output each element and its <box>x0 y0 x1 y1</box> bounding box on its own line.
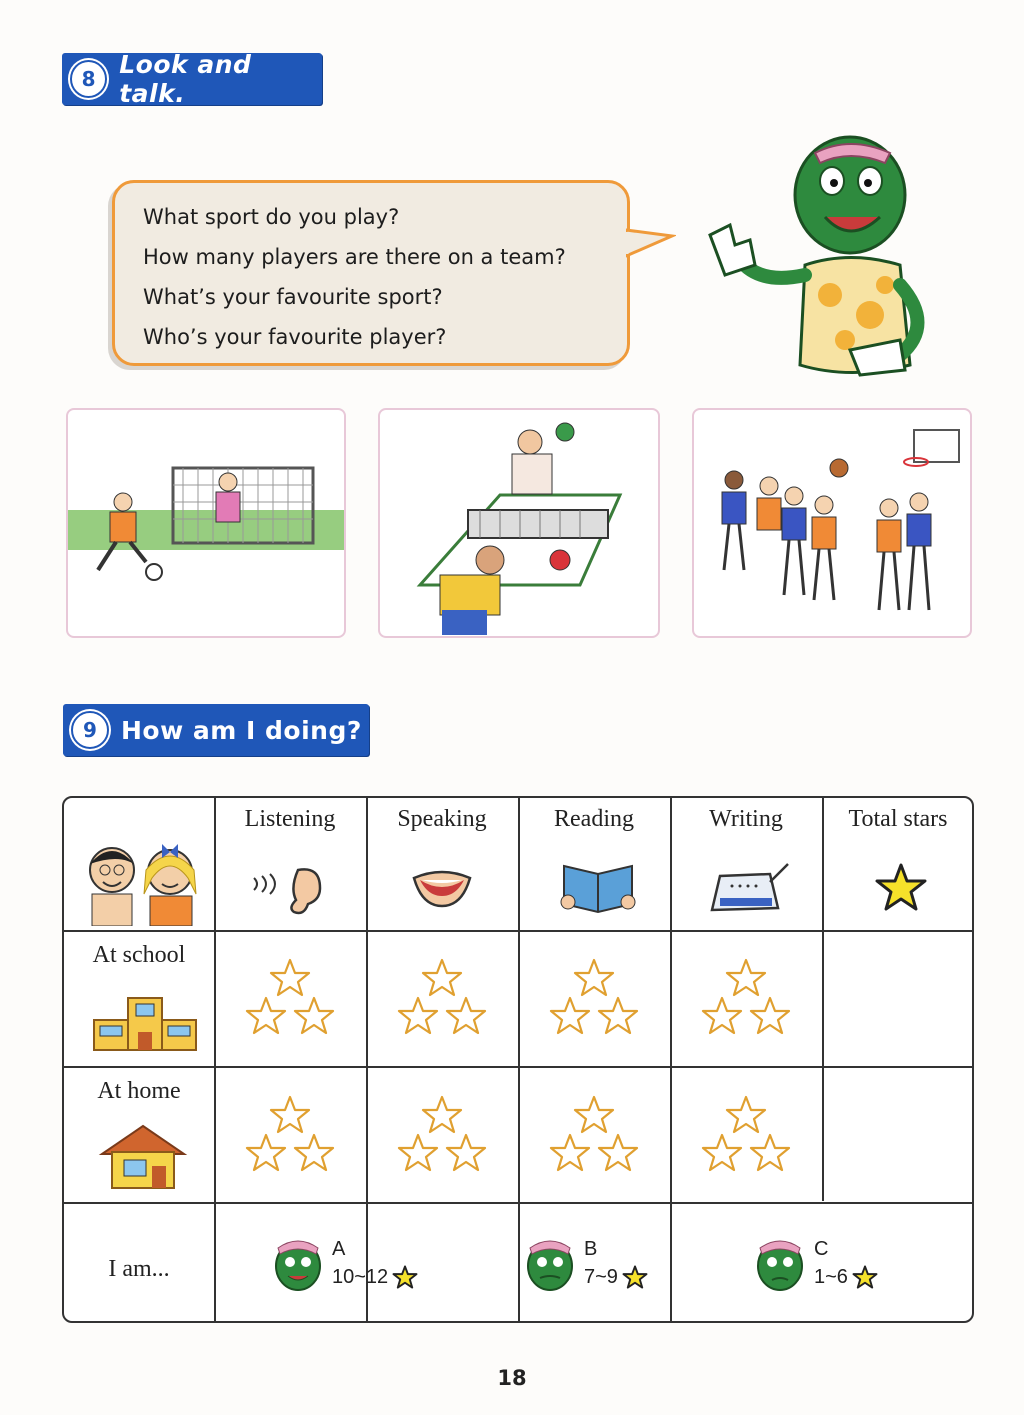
row-header-at-home: At home <box>97 1078 181 1104</box>
house-icon <box>98 1124 188 1190</box>
grade-option-b[interactable] <box>522 1232 648 1294</box>
stars-school-speaking[interactable] <box>392 958 492 1042</box>
typewriter-icon <box>708 860 792 916</box>
stars-home-writing[interactable] <box>696 1095 796 1179</box>
grade-c-range: 1~6 <box>814 1266 848 1288</box>
grade-b-letter: B <box>584 1238 598 1260</box>
turtle-head-icon <box>270 1232 326 1294</box>
section-9-number: 9 <box>71 711 109 749</box>
star-icon <box>392 1265 418 1289</box>
section-8-title: Look and talk. <box>119 50 252 108</box>
mouth-icon <box>410 864 474 912</box>
question-1: What sport do you play? <box>143 205 400 229</box>
stars-home-speaking[interactable] <box>392 1095 492 1179</box>
row-header-i-am: I am... <box>108 1256 170 1282</box>
star-icon <box>852 1265 878 1289</box>
stars-school-listening[interactable] <box>240 958 340 1042</box>
children-icon <box>78 834 204 926</box>
row-header-at-school: At school <box>92 942 186 968</box>
star-icon <box>622 1265 648 1289</box>
bubble-tail <box>626 224 676 264</box>
col-header-writing: Writing <box>709 806 783 832</box>
grade-option-c[interactable] <box>752 1232 878 1294</box>
grade-a-range: 10~12 <box>332 1266 389 1288</box>
table-tennis-scene-icon <box>380 410 658 636</box>
page-number: 18 <box>497 1366 527 1390</box>
speech-bubble <box>112 180 630 366</box>
grade-c-letter: C <box>814 1238 829 1260</box>
football-scene-icon <box>68 410 344 636</box>
grade-b-range: 7~9 <box>584 1266 618 1288</box>
section-9-title: How am I doing? <box>121 715 362 745</box>
stars-home-listening[interactable] <box>240 1095 340 1179</box>
turtle-head-icon <box>752 1232 808 1294</box>
football-picture <box>66 408 346 638</box>
book-icon <box>558 856 638 916</box>
ear-icon <box>250 860 330 920</box>
total-stars-school-cell[interactable] <box>824 932 974 1066</box>
section-8-header <box>62 50 322 108</box>
star-icon <box>874 862 928 912</box>
table-tennis-picture <box>378 408 660 638</box>
basketball-scene-icon <box>694 410 970 636</box>
basketball-picture <box>692 408 972 638</box>
grade-option-a[interactable] <box>270 1232 418 1294</box>
grade-a-letter: A <box>332 1238 346 1260</box>
col-header-total-stars: Total stars <box>848 806 948 832</box>
stars-home-reading[interactable] <box>544 1095 644 1179</box>
col-header-reading: Reading <box>554 806 634 832</box>
turtle-head-icon <box>522 1232 578 1294</box>
col-header-listening: Listening <box>244 806 336 832</box>
school-icon <box>90 994 200 1054</box>
col-header-speaking: Speaking <box>397 806 487 832</box>
stars-school-writing[interactable] <box>696 958 796 1042</box>
question-3: What’s your favourite sport? <box>143 285 443 309</box>
question-2: How many players are there on a team? <box>143 245 566 269</box>
section-9-header <box>63 704 369 756</box>
turtle-mascot-icon <box>700 135 940 385</box>
stars-school-reading[interactable] <box>544 958 644 1042</box>
total-stars-home-cell[interactable] <box>824 1068 974 1202</box>
section-8-number: 8 <box>70 60 107 98</box>
question-4: Who’s your favourite player? <box>143 325 447 349</box>
